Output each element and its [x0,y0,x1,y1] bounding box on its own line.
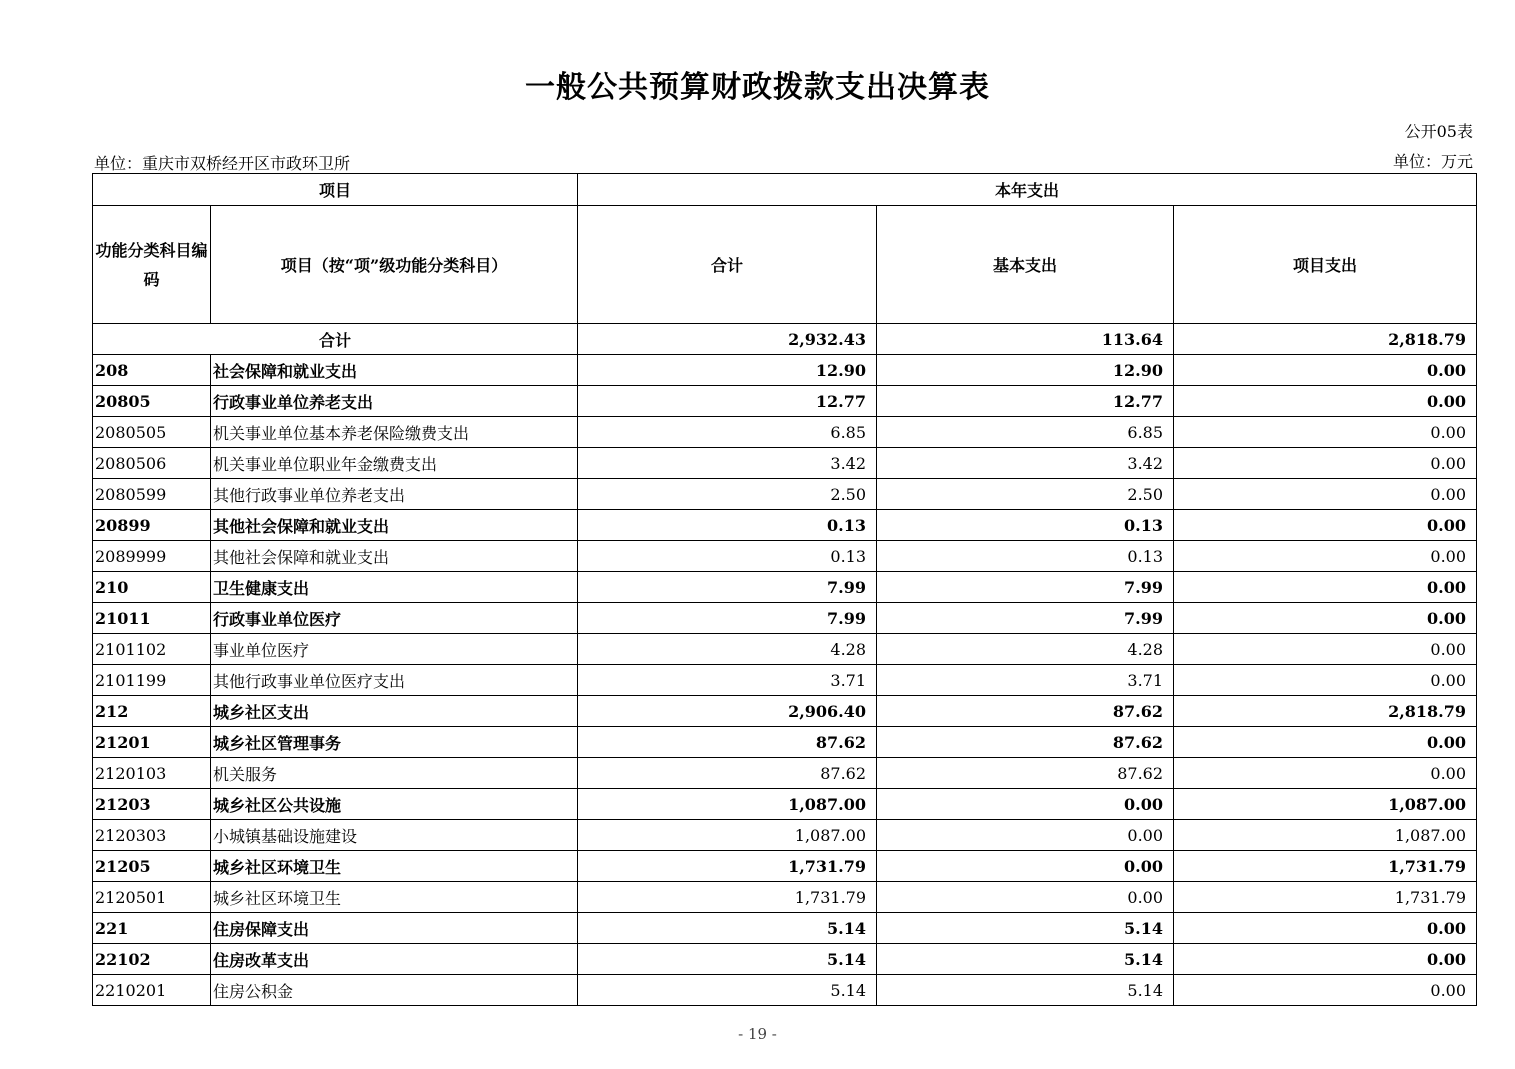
row-item-name: 其他行政事业单位医疗支出 [211,665,578,696]
row-project: 2,818.79 [1174,696,1477,727]
row-project: 1,087.00 [1174,820,1477,851]
row-code: 2080506 [93,448,211,479]
row-basic: 12.90 [877,355,1174,386]
row-item-name: 住房保障支出 [211,913,578,944]
form-number: 公开05表 [1404,122,1473,141]
row-total: 1,087.00 [578,789,877,820]
row-basic: 87.62 [877,758,1174,789]
row-item-name: 住房公积金 [211,975,578,1006]
row-basic: 0.00 [877,789,1174,820]
row-basic: 5.14 [877,944,1174,975]
header-total: 合计 [578,206,877,324]
row-basic: 0.00 [877,851,1174,882]
row-project: 0.00 [1174,386,1477,417]
page-title: 一般公共预算财政拨款支出决算表 [525,70,990,105]
table-row [93,851,1477,882]
table-row [93,975,1477,1006]
total-label: 合计 [93,324,578,355]
row-project: 0.00 [1174,355,1477,386]
row-project: 0.00 [1174,417,1477,448]
table-row [93,882,1477,913]
row-basic: 3.42 [877,448,1174,479]
total-basic: 113.64 [877,324,1174,355]
row-item-name: 行政事业单位医疗 [211,603,578,634]
row-total: 12.90 [578,355,877,386]
row-code: 2101102 [93,634,211,665]
table-row [93,448,1477,479]
row-basic: 87.62 [877,696,1174,727]
unit-organization: 单位：重庆市双桥经开区市政环卫所 [94,154,351,173]
total-sum: 2,932.43 [578,324,877,355]
row-total: 7.99 [578,572,877,603]
total-row [93,324,1477,355]
row-code: 2089999 [93,541,211,572]
header-item: 项目（按“项”级功能分类科目） [211,206,578,324]
row-project: 0.00 [1174,665,1477,696]
row-total: 4.28 [578,634,877,665]
row-project: 0.00 [1174,727,1477,758]
row-item-name: 城乡社区环境卫生 [211,882,578,913]
row-project: 0.00 [1174,975,1477,1006]
row-total: 2.50 [578,479,877,510]
row-basic: 0.13 [877,510,1174,541]
row-code: 221 [93,913,211,944]
row-project: 0.00 [1174,448,1477,479]
row-item-name: 小城镇基础设施建设 [211,820,578,851]
table-row [93,479,1477,510]
table-row [93,572,1477,603]
row-project: 0.00 [1174,603,1477,634]
row-project: 0.00 [1174,479,1477,510]
table-row [93,417,1477,448]
row-code: 2101199 [93,665,211,696]
row-item-name: 机关事业单位基本养老保险缴费支出 [211,417,578,448]
row-code: 2120303 [93,820,211,851]
row-item-name: 住房改革支出 [211,944,578,975]
row-project: 0.00 [1174,758,1477,789]
row-basic: 0.00 [877,820,1174,851]
row-basic: 5.14 [877,913,1174,944]
table-row [93,944,1477,975]
row-basic: 0.00 [877,882,1174,913]
row-project: 1,731.79 [1174,851,1477,882]
row-total: 3.71 [578,665,877,696]
row-total: 5.14 [578,913,877,944]
row-basic: 4.28 [877,634,1174,665]
table-row [93,665,1477,696]
row-basic: 6.85 [877,417,1174,448]
table-row [93,355,1477,386]
row-item-name: 城乡社区公共设施 [211,789,578,820]
table-row [93,820,1477,851]
row-total: 3.42 [578,448,877,479]
header-row-top [93,174,1477,206]
row-code: 212 [93,696,211,727]
table-row [93,541,1477,572]
header-row-columns [93,206,1477,324]
row-code: 22102 [93,944,211,975]
row-item-name: 其他社会保障和就业支出 [211,510,578,541]
unit-currency: 单位：万元 [1392,152,1473,171]
row-item-name: 机关服务 [211,758,578,789]
row-project: 0.00 [1174,510,1477,541]
table-row [93,696,1477,727]
table-row [93,386,1477,417]
row-code: 21203 [93,789,211,820]
row-item-name: 城乡社区环境卫生 [211,851,578,882]
header-project: 项目 [93,174,578,206]
table-row [93,510,1477,541]
row-basic: 0.13 [877,541,1174,572]
row-project: 1,731.79 [1174,882,1477,913]
row-project: 0.00 [1174,944,1477,975]
row-total: 1,731.79 [578,882,877,913]
header-current-year: 本年支出 [578,174,1477,206]
row-project: 0.00 [1174,572,1477,603]
row-project: 0.00 [1174,634,1477,665]
row-code: 2120501 [93,882,211,913]
budget-table [92,173,1477,1006]
header-code: 功能分类科目编码 [93,206,211,324]
table-row [93,789,1477,820]
header-project-expense: 项目支出 [1174,206,1477,324]
page-number: - 19 - [738,1025,777,1043]
table-row [93,913,1477,944]
row-total: 0.13 [578,541,877,572]
row-code: 21205 [93,851,211,882]
row-total: 5.14 [578,944,877,975]
table-row [93,758,1477,789]
row-code: 20899 [93,510,211,541]
row-total: 6.85 [578,417,877,448]
row-total: 2,906.40 [578,696,877,727]
row-project: 1,087.00 [1174,789,1477,820]
row-basic: 7.99 [877,603,1174,634]
row-item-name: 其他行政事业单位养老支出 [211,479,578,510]
row-total: 87.62 [578,758,877,789]
row-item-name: 其他社会保障和就业支出 [211,541,578,572]
row-item-name: 机关事业单位职业年金缴费支出 [211,448,578,479]
row-total: 87.62 [578,727,877,758]
row-total: 0.13 [578,510,877,541]
row-project: 0.00 [1174,913,1477,944]
row-basic: 12.77 [877,386,1174,417]
table-row [93,727,1477,758]
row-code: 208 [93,355,211,386]
row-item-name: 卫生健康支出 [211,572,578,603]
row-item-name: 城乡社区支出 [211,696,578,727]
row-item-name: 行政事业单位养老支出 [211,386,578,417]
row-total: 1,087.00 [578,820,877,851]
row-code: 2120103 [93,758,211,789]
row-basic: 7.99 [877,572,1174,603]
row-basic: 5.14 [877,975,1174,1006]
row-total: 12.77 [578,386,877,417]
total-project: 2,818.79 [1174,324,1477,355]
row-item-name: 城乡社区管理事务 [211,727,578,758]
row-code: 20805 [93,386,211,417]
header-basic: 基本支出 [877,206,1174,324]
row-total: 1,731.79 [578,851,877,882]
row-basic: 2.50 [877,479,1174,510]
row-code: 210 [93,572,211,603]
row-total: 5.14 [578,975,877,1006]
row-code: 2210201 [93,975,211,1006]
row-code: 2080599 [93,479,211,510]
row-total: 7.99 [578,603,877,634]
table-row [93,603,1477,634]
row-item-name: 社会保障和就业支出 [211,355,578,386]
row-item-name: 事业单位医疗 [211,634,578,665]
row-code: 21011 [93,603,211,634]
row-code: 21201 [93,727,211,758]
row-basic: 3.71 [877,665,1174,696]
row-code: 2080505 [93,417,211,448]
row-basic: 87.62 [877,727,1174,758]
row-project: 0.00 [1174,541,1477,572]
table-row [93,634,1477,665]
